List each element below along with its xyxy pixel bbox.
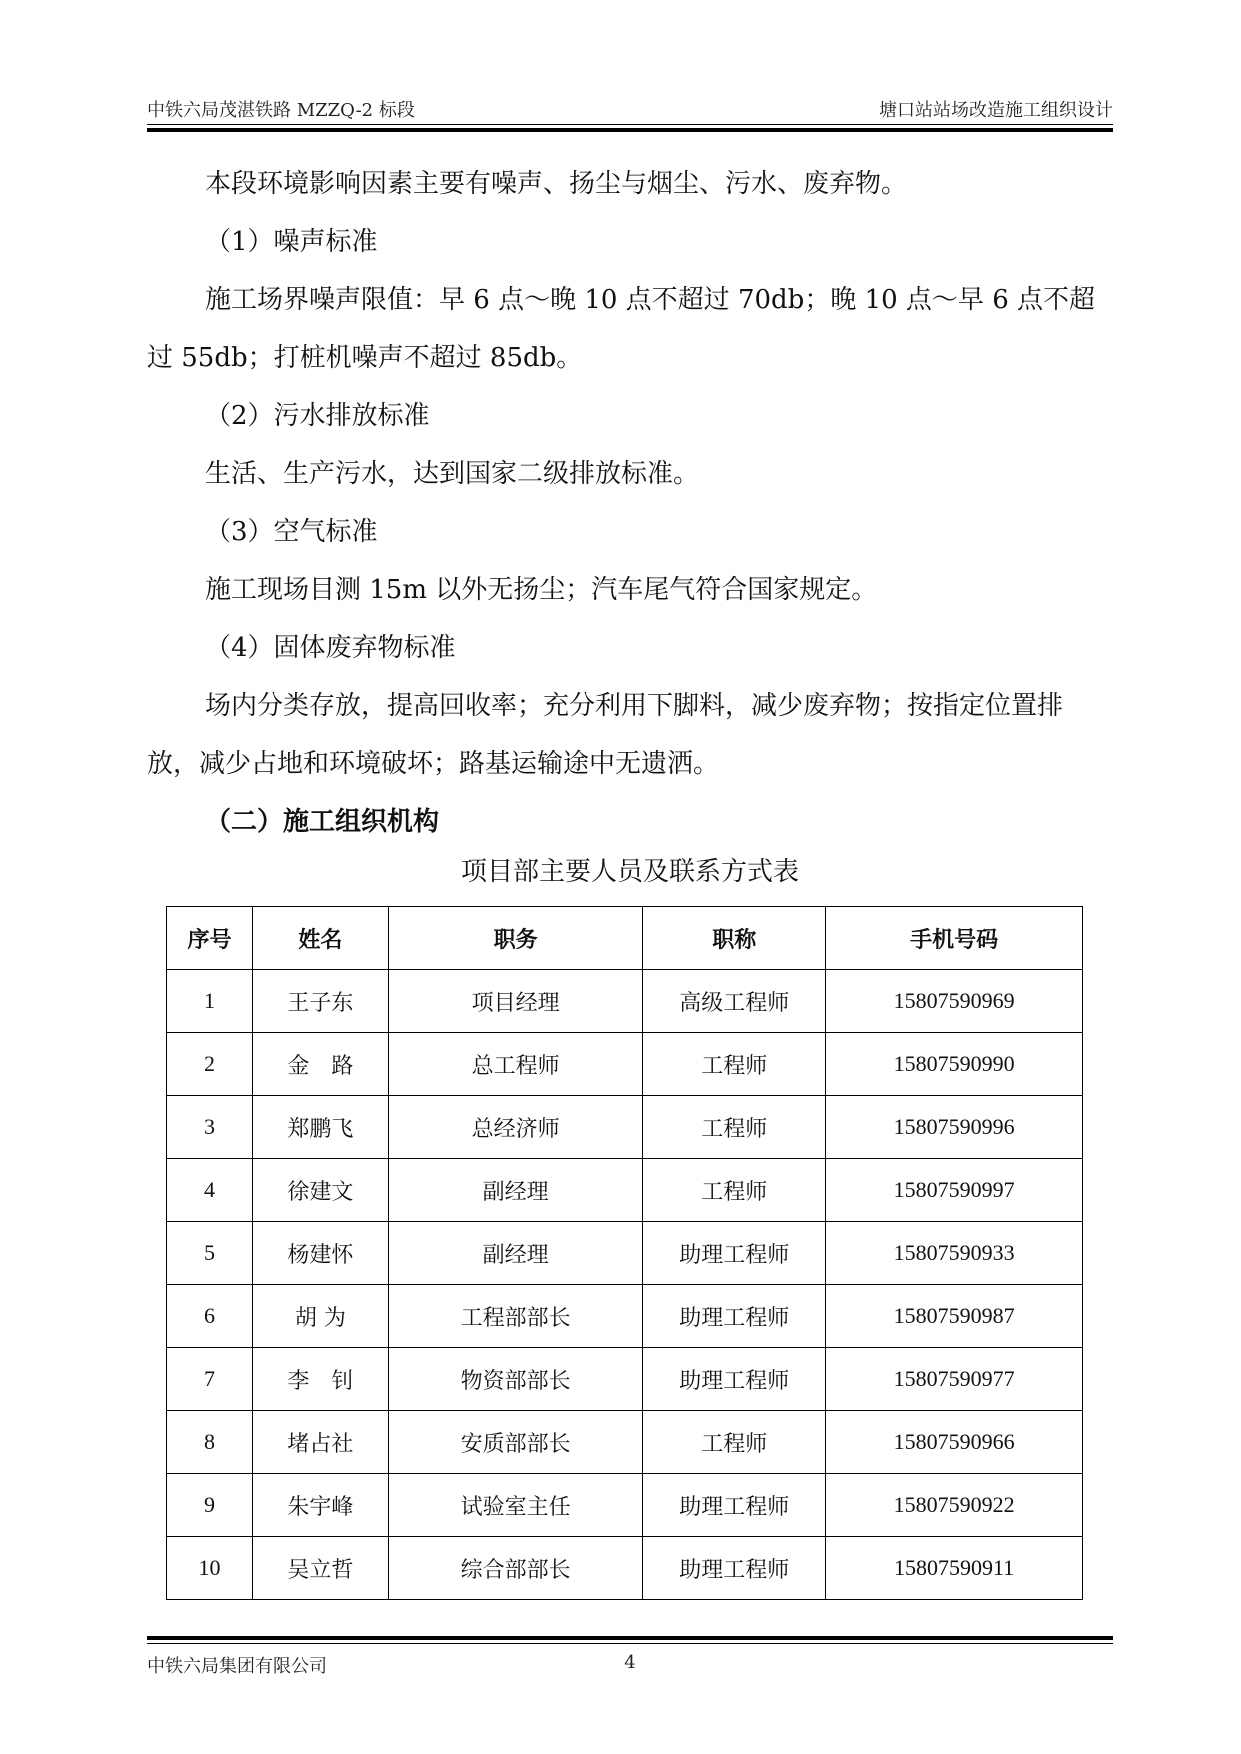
table-row [167, 1285, 1083, 1348]
cell-name: 金 路 [252, 1033, 388, 1096]
sewage-title: （2）污水排放标准 [205, 401, 430, 431]
cell-phone: 15807590987 [826, 1285, 1083, 1348]
table-row [167, 970, 1083, 1033]
cell-phone: 15807590977 [826, 1348, 1083, 1411]
table-row [167, 1411, 1083, 1474]
page-header [147, 96, 1113, 120]
table-caption: 项目部主要人员及联系方式表 [460, 857, 799, 887]
cell-name: 朱宇峰 [252, 1474, 388, 1537]
footer-company: 中铁六局集团有限公司 [147, 1656, 327, 1677]
cell-name: 郑鹏飞 [252, 1096, 388, 1159]
staff-table [166, 906, 1083, 1600]
cell-position: 总经济师 [388, 1096, 643, 1159]
cell-phone: 15807590996 [826, 1096, 1083, 1159]
footer-rule-thin [147, 1643, 1113, 1644]
cell-title: 助理工程师 [643, 1285, 826, 1348]
cell-name: 王子东 [252, 970, 388, 1033]
section-heading: （二）施工组织机构 [205, 807, 440, 837]
cell-name: 徐建文 [252, 1159, 388, 1222]
header-title: 职称 [643, 907, 826, 970]
header-rule-thin [147, 124, 1113, 125]
header-seq: 序号 [167, 907, 253, 970]
header-position: 职务 [388, 907, 643, 970]
cell-seq: 10 [167, 1537, 253, 1600]
header-phone: 手机号码 [826, 907, 1083, 970]
table-row [167, 1222, 1083, 1285]
cell-name: 杨建怀 [252, 1222, 388, 1285]
cell-position: 安质部部长 [388, 1411, 643, 1474]
cell-position: 总工程师 [388, 1033, 643, 1096]
cell-phone: 15807590990 [826, 1033, 1083, 1096]
header-document-title: 塘口站站场改造施工组织设计 [879, 100, 1113, 121]
sewage-paragraph: 生活、生产污水，达到国家二级排放标准。 [205, 459, 700, 489]
table-row [167, 1537, 1083, 1600]
cell-position: 物资部部长 [388, 1348, 643, 1411]
cell-name: 吴立哲 [252, 1537, 388, 1600]
page-footer [147, 1652, 1113, 1676]
cell-position: 试验室主任 [388, 1474, 643, 1537]
cell-seq: 4 [167, 1159, 253, 1222]
header-project: 中铁六局茂湛铁路 MZZQ-2 标段 [147, 100, 415, 121]
cell-seq: 3 [167, 1096, 253, 1159]
cell-phone: 15807590997 [826, 1159, 1083, 1222]
air-paragraph: 施工现场目测 15m 以外无扬尘；汽车尾气符合国家规定。 [205, 575, 878, 605]
page-number: 4 [624, 1652, 636, 1673]
cell-position: 副经理 [388, 1159, 643, 1222]
cell-seq: 6 [167, 1285, 253, 1348]
waste-paragraph: 场内分类存放，提高回收率；充分利用下脚料，减少废弃物；按指定位置排放，减少占地和环境破坏；路基运输途中无遗洒。 [147, 691, 1064, 779]
cell-seq: 1 [167, 970, 253, 1033]
waste-title: （4）固体废弃物标准 [205, 633, 456, 663]
cell-name: 李 钊 [252, 1348, 388, 1411]
cell-seq: 2 [167, 1033, 253, 1096]
cell-position: 项目经理 [388, 970, 643, 1033]
cell-title: 工程师 [643, 1159, 826, 1222]
cell-seq: 8 [167, 1411, 253, 1474]
cell-title: 工程师 [643, 1033, 826, 1096]
air-title: （3）空气标准 [205, 517, 378, 547]
cell-phone: 15807590933 [826, 1222, 1083, 1285]
cell-phone: 15807590966 [826, 1411, 1083, 1474]
table-body [167, 970, 1083, 1600]
cell-seq: 9 [167, 1474, 253, 1537]
cell-title: 助理工程师 [643, 1222, 826, 1285]
table-row [167, 1159, 1083, 1222]
table-row [167, 1474, 1083, 1537]
body-text [147, 155, 1113, 851]
cell-name: 堵占社 [252, 1411, 388, 1474]
cell-title: 工程师 [643, 1096, 826, 1159]
header-name: 姓名 [252, 907, 388, 970]
cell-title: 助理工程师 [643, 1348, 826, 1411]
cell-title: 工程师 [643, 1411, 826, 1474]
cell-position: 综合部部长 [388, 1537, 643, 1600]
table-row [167, 1096, 1083, 1159]
cell-position: 工程部部长 [388, 1285, 643, 1348]
cell-phone: 15807590969 [826, 970, 1083, 1033]
header-rule-thick [147, 128, 1113, 132]
table-header-row [167, 907, 1083, 970]
noise-title: （1）噪声标准 [205, 227, 378, 257]
cell-title: 助理工程师 [643, 1537, 826, 1600]
cell-title: 高级工程师 [643, 970, 826, 1033]
footer-rule-thick [147, 1636, 1113, 1640]
cell-phone: 15807590911 [826, 1537, 1083, 1600]
cell-name: 胡 为 [252, 1285, 388, 1348]
intro-paragraph: 本段环境影响因素主要有噪声、扬尘与烟尘、污水、废弃物。 [205, 169, 908, 199]
cell-position: 副经理 [388, 1222, 643, 1285]
table-row [167, 1033, 1083, 1096]
table-row [167, 1348, 1083, 1411]
cell-seq: 5 [167, 1222, 253, 1285]
cell-seq: 7 [167, 1348, 253, 1411]
noise-paragraph: 施工场界噪声限值：早 6 点～晚 10 点不超过 70db；晚 10 点～早 6 点不超过 55db；打桩机噪声不超过 85db。 [147, 285, 1096, 373]
cell-phone: 15807590922 [826, 1474, 1083, 1537]
cell-title: 助理工程师 [643, 1474, 826, 1537]
